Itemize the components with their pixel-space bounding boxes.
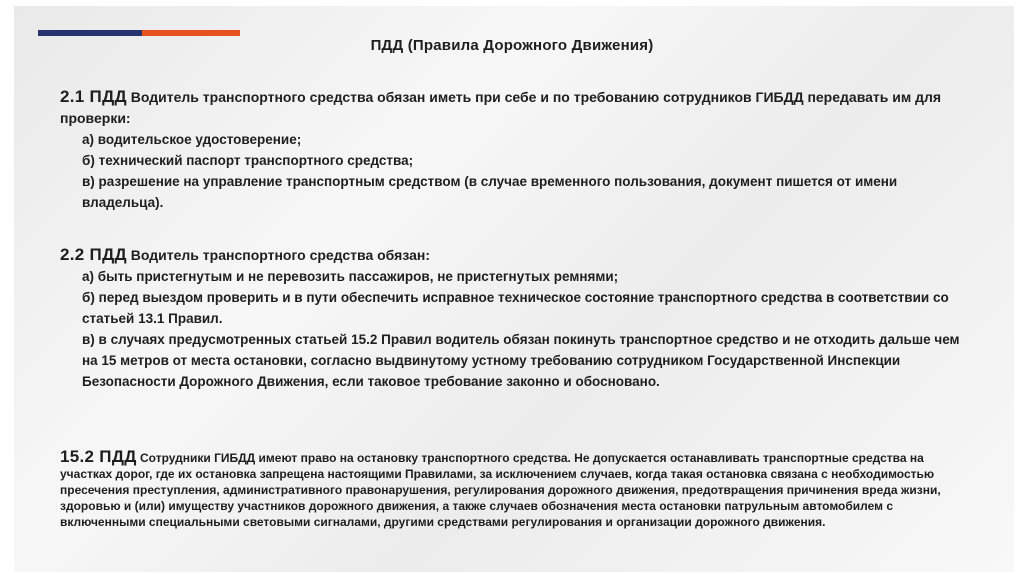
section-15-2-paragraph [60,449,970,530]
section-2-2-item-b: б) перед выездом проверить и в пути обеспечить исправное техническое состояние транспортного средства в соответствии со статьей 13.1 Правил. [82,290,949,326]
section-2-1-item-b: б) технический паспорт транспортного средства; [82,153,414,168]
accent-bar-red [142,30,240,36]
section-2-1 [60,86,960,213]
section-2-2-heading [60,244,960,266]
section-2-1-item-a: а) водительское удостоверение; [82,132,302,147]
section-15-2 [60,449,970,530]
section-2-1-heading [60,86,960,129]
section-2-1-item-c: в) разрешение на управление транспортным средством (в случае временного пользования, документ пишется от имени владельца). [82,174,898,210]
section-2-1-number: 2.1 ПДД [60,87,127,106]
section-2-2-number: 2.2 ПДД [60,245,127,264]
section-2-2-lead: Водитель транспортного средства обязан: [126,247,430,263]
accent-bar-blue [38,30,142,36]
section-2-2 [60,244,960,392]
section-15-2-number: 15.2 ПДД [60,447,137,466]
section-15-2-text: Сотрудники ГИБДД имеют право на остановку транспортного средства. Не допускается останавливать транспортные средства на участках дорог, где их остановка запрещена настоящими Правилами, за исключением случаев, когда такая остановка связана с необходимостью пресечения преступления, административного правонарушения, регулирования дорожного движения, предотвращения причинения вреда жизни, здоровью и (или) имуществу участников дорожного движения, а также случаев обозначения места остановки патрульным автомобилем с включенными специальными световыми сигналами, другими средствами регулирования и организации дорожного движения. [60,451,941,529]
section-2-2-item-a: а) быть пристегнутым и не перевозить пассажиров, не пристегнутых ремнями; [82,269,619,284]
section-2-2-item-c: в) в случаях предусмотренных статьей 15.2 Правил водитель обязан покинуть транспортное средство и не отходить дальше чем на 15 метров от места остановки, согласно выдвинутому устному требованию сотрудником Государственной Инспекции Безопасности Дорожного Движения, если таковое требование законно и обосновано. [82,332,960,389]
slide-title: ПДД (Правила Дорожного Движения) [370,37,654,54]
section-2-1-lead: Водитель транспортного средства обязан иметь при себе и по требованию сотрудников ГИБДД передавать им для проверки: [60,89,942,126]
